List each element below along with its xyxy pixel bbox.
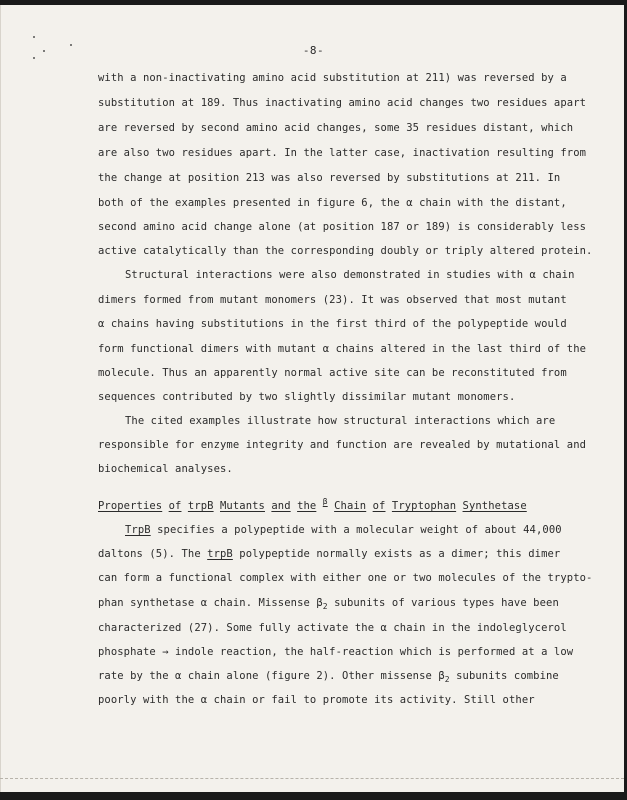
heading-word: Chain [334, 500, 367, 512]
paragraph-1-line-4: are also two residues apart. In the latter case, inactivation resulting from [98, 147, 587, 159]
heading-word: trpB [187, 500, 214, 512]
section-heading [98, 497, 527, 512]
paragraph-1-line-3: are reversed by second amino acid changes, some 35 residues distant, which [98, 122, 574, 134]
paragraph-3-line-3: biochemical analyses. [98, 463, 233, 475]
paragraph-2-line-5: molecule. Thus an apparently normal active site can be reconstituted from [98, 367, 567, 379]
paragraph-1-line-2: substitution at 189. Thus inactivating amino acid changes two residues apart [98, 97, 587, 109]
paragraph-4-line-3: can form a functional complex with either one or two molecules of the trypto- [98, 572, 593, 584]
scan-border-top [0, 0, 627, 5]
paragraph-1-line-1: with a non-inactivating amino acid substitution at 211) was reversed by a [98, 72, 567, 84]
paragraph-3-line-1: The cited examples illustrate how structural interactions which are [125, 415, 556, 427]
text-span: polypeptide normally exists as a dimer; this dimer [232, 548, 561, 560]
heading-beta-symbol: β [322, 497, 328, 506]
heading-word: Tryptophan [391, 500, 457, 512]
text-span: daltons (5). The [98, 548, 208, 560]
paragraph-4-line-7 [98, 670, 559, 684]
gene-name: TrpB [125, 524, 151, 536]
scan-edge-line [0, 778, 624, 780]
page-number: -8- [302, 44, 325, 57]
paragraph-3-line-2: responsible for enzyme integrity and function are revealed by mutational and [98, 439, 587, 451]
gene-name: trpB [207, 548, 233, 560]
heading-word: Properties [98, 500, 163, 512]
paragraph-1-line-5: the change at position 213 was also reversed by substitutions at 211. In [98, 172, 561, 184]
paragraph-4-line-1 [125, 524, 562, 536]
heading-word: and [271, 500, 291, 512]
heading-word: Mutants [220, 500, 265, 512]
paragraph-4-line-5: characterized (27). Some fully activate the α chain in the indoleglycerol [98, 622, 567, 634]
text-span: specifies a polypeptide with a molecular weight of about 44,000 [150, 524, 562, 536]
paragraph-2-line-1: Structural interactions were also demonstrated in studies with α chain [125, 269, 575, 281]
scan-speck [33, 36, 35, 38]
text-span: subunits combine [449, 670, 559, 682]
subscript: 2 [444, 675, 450, 684]
paragraph-2-line-4: form functional dimers with mutant α chains altered in the last third of the [98, 343, 587, 355]
paragraph-2-line-2: dimers formed from mutant monomers (23). It was observed that most mutant [98, 294, 567, 306]
heading-word: the [297, 500, 317, 512]
paragraph-1-line-6: both of the examples presented in figure 6, the α chain with the distant, [98, 197, 567, 209]
paragraph-2-line-3: α chains having substitutions in the first third of the polypeptide would [98, 318, 567, 330]
text-span: phan synthetase α chain. Missense β [98, 597, 323, 609]
text-span: subunits of various types have been [327, 597, 559, 609]
heading-word: Synthetase [462, 500, 527, 512]
scan-speck [33, 57, 35, 59]
paragraph-2-line-6: sequences contributed by two slightly dissimilar mutant monomers. [98, 391, 516, 403]
paragraph-4-line-6: phosphate → indole reaction, the half-reaction which is performed at a low [98, 646, 574, 658]
heading-word: of [372, 500, 386, 512]
text-span: rate by the α chain alone (figure 2). Other missense β [98, 670, 445, 682]
paragraph-4-line-2 [98, 548, 560, 560]
paragraph-1-line-8: active catalytically than the corresponding doubly or triply altered protein. [98, 245, 593, 257]
subscript: 2 [322, 602, 328, 611]
paragraph-1-line-7: second amino acid change alone (at position 187 or 189) is considerably less [98, 221, 587, 233]
paragraph-4-line-4 [98, 597, 559, 611]
paragraph-4-line-8: poorly with the α chain or fail to promote its activity. Still other [98, 694, 535, 706]
scan-border-bottom [0, 792, 627, 800]
heading-word: of [168, 500, 182, 512]
